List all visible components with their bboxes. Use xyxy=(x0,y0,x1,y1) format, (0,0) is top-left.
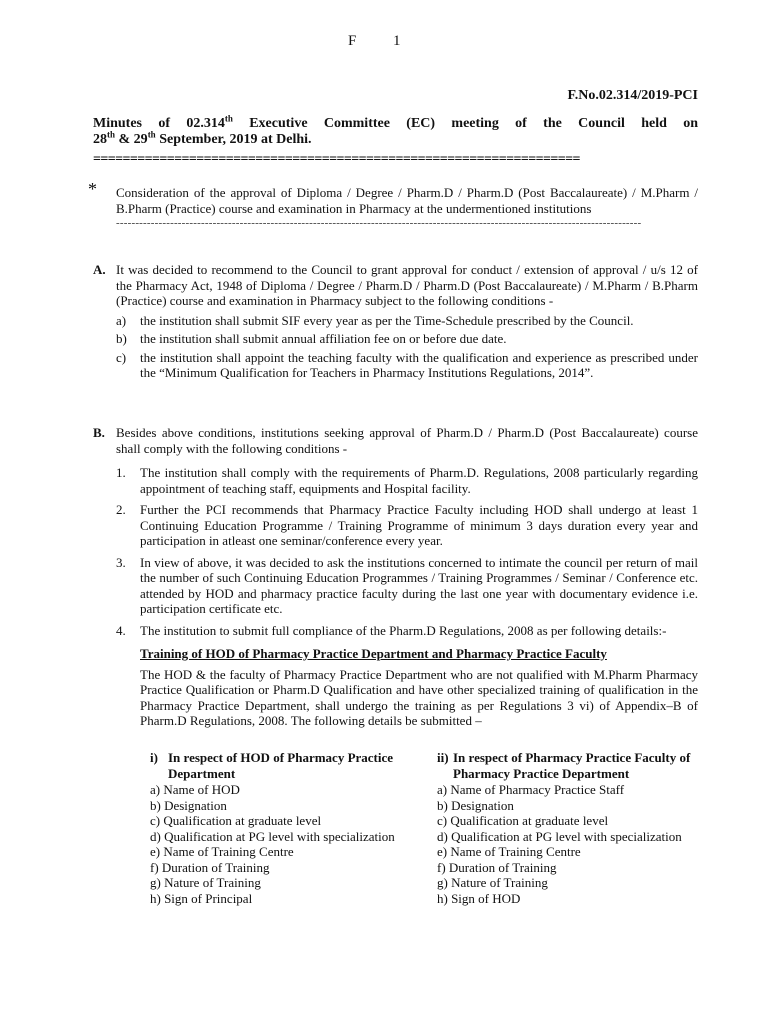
item-text: The institution to submit full compliance of the Pharm.D Regulations, 2008 as per following details:- xyxy=(140,622,667,638)
item-text: In view of above, it was decided to ask the institutions concerned to intimate the council per return of mail the number of such Continuing Education Programmes / Training Programmes / Seminar / Conference etc. attended by HOD and pharmacy practice faculty during the last one year with documentary evidence i.e. participation certificate etc. xyxy=(140,554,698,616)
item-label: 3. xyxy=(116,554,126,570)
list-item: b) Designation xyxy=(437,797,514,813)
section-b-item-2 xyxy=(116,502,698,549)
list-item: c) Qualification at graduate level xyxy=(150,813,322,828)
section-b-text: Besides above conditions, institutions seeking approval of Pharm.D / Pharm.D (Post Baccalaureate) course shall comply with the following conditions - xyxy=(116,425,698,456)
item-label: b) xyxy=(116,331,127,346)
section-b-item-1 xyxy=(116,465,698,496)
item-text: the institution shall submit SIF every year as per the Time-Schedule prescribed by the Council. xyxy=(140,312,634,328)
section-a-item-c xyxy=(116,350,698,381)
list-item: h) Sign of Principal xyxy=(150,890,253,906)
list-item: g) Nature of Training xyxy=(437,875,548,890)
item-text: the institution shall submit annual affiliation fee on or before due date. xyxy=(140,331,507,346)
list-item: e) Name of Training Centre xyxy=(437,844,581,859)
page-number: 1 xyxy=(393,33,401,49)
page-header-letter: F xyxy=(348,33,357,49)
column-heading-text: In respect of Pharmacy Practice Faculty of Pharmacy Practice Department xyxy=(453,750,691,781)
star-item-text: Consideration of the approval of Diploma / Degree / Pharm.D / Pharm.D (Post Baccalaureate) / M.Pharm / B.Pharm (Practice) course and examination in Pharmacy at the undermentioned institutions xyxy=(116,185,698,216)
column-heading-text: In respect of HOD of Pharmacy Practice Department xyxy=(168,750,394,781)
item-label: 1. xyxy=(116,465,126,480)
separator-line: ================================================================== xyxy=(93,152,580,167)
list-item: a) Name of HOD xyxy=(150,782,240,797)
training-details-columns xyxy=(140,750,730,910)
list-item: f) Duration of Training xyxy=(437,859,557,875)
title-line1-rest: Executive Committee (EC) meeting of the Council held on xyxy=(249,116,699,131)
item-text: Further the PCI recommends that Pharmacy Practice Faculty including HOD shall undergo at least 1 Continuing Education Programme / Training Programme of minimum 3 days duration every year and participation in atleast one seminar/conference every year. xyxy=(140,502,698,548)
list-item: d) Qualification at PG level with specialization xyxy=(437,828,682,844)
list-item: f) Duration of Training xyxy=(150,859,270,875)
section-a-text: It was decided to recommend to the Council to grant approval for conduct / extension of approval / u/s 12 of the Pharmacy Act, 1948 of Diploma / Degree / Pharm.D / Pharm.D (Post Baccalaureate) / M.Pharm / B.Pharm (Practice) course and examination in Pharmacy subject to the following conditions - xyxy=(116,262,698,308)
title-date1: 28 xyxy=(93,132,107,147)
section-a-item-a xyxy=(116,313,698,329)
item-label: 4. xyxy=(116,622,126,638)
list-item: g) Nature of Training xyxy=(150,875,261,890)
column-label: ii) xyxy=(437,750,449,765)
list-item: a) Name of Pharmacy Practice Staff xyxy=(437,782,625,797)
faculty-column-heading xyxy=(437,750,727,781)
list-item: h) Sign of HOD xyxy=(437,890,521,906)
document-title xyxy=(93,113,699,148)
training-paragraph: The HOD & the faculty of Pharmacy Practice Department who are not qualified with M.Pharm Pharmacy Practice Qualification or Pharm.D Qualification and have other specialized training of qualification in the Pharmacy Practice Department, shall undergo the training as per Regulations 3 vi) of Appendix–B of Pharm.D Regulations, 2008. The following details be submitted – xyxy=(140,666,698,728)
title-date2-sup: th xyxy=(147,129,156,140)
item-label: a) xyxy=(116,312,127,328)
section-a-marker: A. xyxy=(93,262,106,277)
item-text: The institution shall comply with the requirements of Pharm.D. Regulations, 2008 particularly regarding appointment of teaching staff, equipments and Hospital facility. xyxy=(140,465,698,496)
list-item: c) Qualification at graduate level xyxy=(437,813,609,828)
section-a xyxy=(93,262,698,381)
section-b-item-3 xyxy=(116,555,698,617)
item-label: 2. xyxy=(116,502,126,517)
section-a-item-b xyxy=(116,331,698,347)
list-item: e) Name of Training Centre xyxy=(150,844,294,859)
star-item xyxy=(88,179,698,229)
hod-details-column xyxy=(150,750,435,906)
training-heading: Training of HOD of Pharmacy Practice Department and Pharmacy Practice Faculty xyxy=(140,646,607,661)
item-label: c) xyxy=(116,349,127,365)
star-marker: * xyxy=(88,179,97,199)
file-number: F.No.02.314/2019-PCI xyxy=(567,88,698,103)
title-date2: & 29 xyxy=(118,132,148,147)
column-label: i) xyxy=(150,750,158,765)
title-line2-rest: September, 2019 at Delhi. xyxy=(159,132,312,147)
item-text: the institution shall appoint the teaching faculty with the qualification and experience as prescribed under the “Minimum Qualification for Teachers in Pharmacy Institutions Regulations, 2014”. xyxy=(140,349,698,380)
faculty-details-column xyxy=(437,750,727,906)
section-b-marker: B. xyxy=(93,425,105,440)
section-b-item-4 xyxy=(116,623,698,639)
title-line1: Minutes of 02.314 xyxy=(93,116,225,131)
list-item: d) Qualification at PG level with specialization xyxy=(150,828,395,844)
hod-column-heading xyxy=(150,750,435,781)
dash-separator: ---------------------------------------------------------------------------------------------------------------------------------------- xyxy=(116,217,642,229)
title-line1-sup: th xyxy=(224,113,233,124)
list-item: b) Designation xyxy=(150,797,227,813)
title-date1-sup: th xyxy=(107,129,116,140)
section-b xyxy=(93,425,698,729)
